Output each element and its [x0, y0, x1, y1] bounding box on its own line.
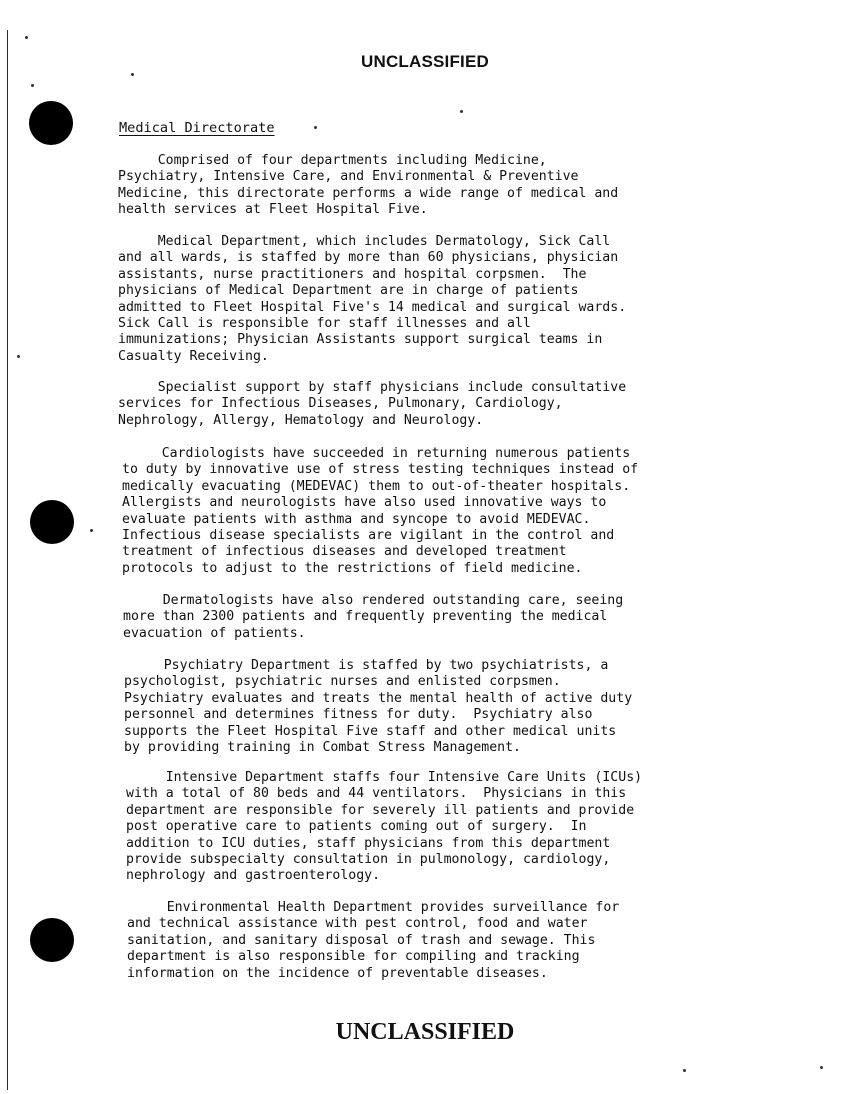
paragraph-specialist-support: [118, 380, 626, 429]
text-line: Psychiatry Department is staffed by two psychiatrists, a: [124, 658, 609, 673]
text-line: treatment of infectious diseases and developed treatment: [122, 544, 567, 560]
paragraph-dermatologists: [123, 593, 623, 642]
scan-speck: [820, 1066, 823, 1069]
classification-header: UNCLASSIFIED: [360, 52, 490, 71]
paragraph-cardiologists: [122, 446, 638, 577]
text-line: Infectious disease specialists are vigilant in the control and: [122, 528, 615, 544]
scan-speck: [314, 126, 317, 129]
text-line: Intensive Department staffs four Intensive Care Units (ICUs): [126, 770, 643, 785]
text-line: psychologist, psychiatric nurses and enlisted corpsmen.: [124, 674, 561, 690]
text-line: health services at Fleet Hospital Five.: [118, 202, 428, 218]
section-heading: Medical Directorate: [119, 120, 275, 136]
text-line: Environmental Health Department provides surveillance for: [127, 900, 620, 915]
punch-hole-bottom: [30, 918, 74, 962]
text-line: medically evacuating (MEDEVAC) them to out-of-theater hospitals.: [122, 478, 631, 494]
scan-speck: [90, 529, 93, 532]
text-line: Specialist support by staff physicians include consultative: [118, 380, 627, 395]
scan-speck: [17, 355, 20, 358]
text-line: by providing training in Combat Stress Management.: [124, 740, 521, 756]
text-line: immunizations; Physician Assistants support surgical teams in: [118, 332, 603, 348]
text-line: to duty by innovative use of stress testing techniques instead of: [122, 462, 639, 478]
punch-hole-top: [29, 101, 73, 145]
text-line: physicians of Medical Department are in charge of patients: [118, 283, 579, 299]
scan-margin-line: [7, 30, 8, 1090]
text-line: Sick Call is responsible for staff illnesses and all: [118, 316, 531, 332]
text-line: admitted to Fleet Hospital Five's 14 medical and surgical wards.: [118, 299, 627, 315]
scan-speck: [460, 110, 463, 113]
text-line: evacuation of patients.: [123, 625, 306, 641]
text-line: Comprised of four departments including Medicine,: [118, 153, 547, 168]
paragraph-psychiatry: [124, 658, 632, 756]
text-line: Dermatologists have also rendered outstanding care, seeing: [123, 593, 624, 608]
scan-speck: [25, 36, 28, 39]
text-line: with a total of 80 beds and 44 ventilators. Physicians in this: [126, 786, 627, 802]
text-line: post operative care to patients coming out of surgery. In: [126, 819, 587, 835]
text-line: nephrology and gastroenterology.: [126, 868, 381, 884]
text-line: Nephrology, Allergy, Hematology and Neurology.: [118, 412, 484, 428]
text-line: Medical Department, which includes Dermatology, Sick Call: [118, 234, 611, 249]
scan-speck: [131, 73, 134, 76]
paragraph-directorate-overview: [118, 153, 618, 219]
text-line: Cardiologists have succeeded in returning numerous patients: [122, 446, 631, 461]
text-line: Medicine, this directorate performs a wide range of medical and: [118, 185, 619, 201]
text-line: personnel and determines fitness for duty. Psychiatry also: [124, 707, 593, 723]
text-line: Psychiatry evaluates and treats the mental health of active duty: [124, 690, 633, 706]
text-line: more than 2300 patients and frequently preventing the medical: [123, 609, 608, 625]
text-line: Allergists and neurologists have also used innovative ways to: [122, 495, 607, 511]
scan-speck: [31, 84, 34, 87]
text-line: and all wards, is staffed by more than 60 physicians, physician: [118, 250, 619, 266]
text-line: assistants, nurse practitioners and hospital corpsmen. The: [118, 266, 587, 282]
text-line: and technical assistance with pest control, food and water: [127, 916, 588, 932]
text-line: sanitation, and sanitary disposal of trash and sewage. This: [127, 932, 596, 948]
text-line: provide subspecialty consultation in pulmonology, cardiology,: [126, 852, 611, 868]
classification-footer: UNCLASSIFIED: [335, 1019, 515, 1045]
text-line: evaluate patients with asthma and syncope to avoid MEDEVAC.: [122, 511, 591, 527]
paragraph-medical-department: [118, 234, 626, 365]
text-line: Psychiatry, Intensive Care, and Environmental & Preventive: [118, 169, 579, 185]
scan-speck: [683, 1069, 686, 1072]
text-line: protocols to adjust to the restrictions of field medicine.: [122, 560, 583, 576]
text-line: addition to ICU duties, staff physicians from this department: [126, 835, 611, 851]
text-line: department are responsible for severely ill patients and provide: [126, 802, 635, 818]
text-line: supports the Fleet Hospital Five staff and other medical units: [124, 723, 617, 739]
text-line: services for Infectious Diseases, Pulmonary, Cardiology,: [118, 396, 563, 412]
punch-hole-middle: [30, 500, 74, 544]
paragraph-environmental-health: [127, 900, 619, 982]
paragraph-intensive-care: [126, 770, 642, 885]
text-line: information on the incidence of preventable diseases.: [127, 965, 548, 981]
text-line: department is also responsible for compiling and tracking: [127, 949, 580, 965]
text-line: Casualty Receiving.: [118, 348, 269, 364]
